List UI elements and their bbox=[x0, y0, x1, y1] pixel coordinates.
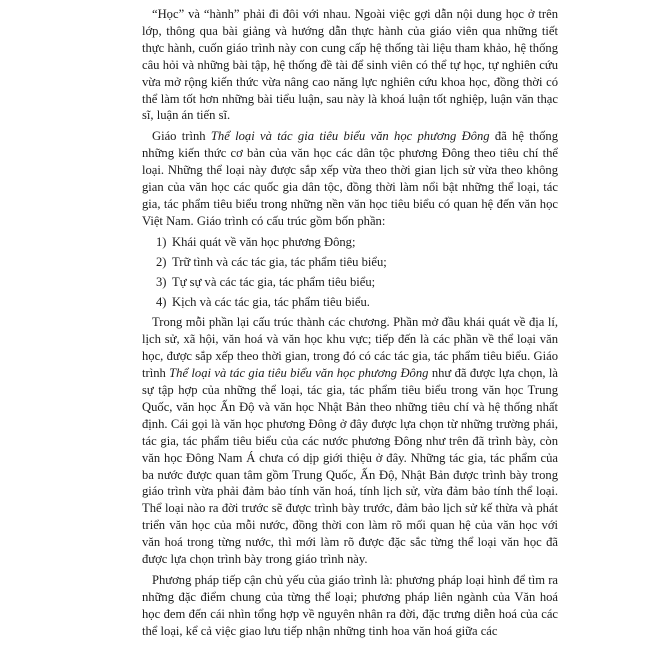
paragraph-cau-truc bbox=[142, 314, 558, 568]
structure-list bbox=[142, 234, 558, 311]
list-number: 4) bbox=[156, 294, 167, 309]
paragraph-text-a: Trong mỗi phần lại cấu trúc thành các chương. Phần mở đầu khái quát về địa lí, lịch sử, xã hội, văn hoá và văn học khu vực; tiếp đến là các phần về thể loại văn học, được sắp xếp theo thời gian, trong đó có các tác gia, tác phẩm tiêu biểu. Giáo trình bbox=[142, 315, 558, 381]
list-item bbox=[142, 274, 558, 291]
list-item bbox=[142, 254, 558, 271]
paragraph-text: “Học” và “hành” phải đi đôi với nhau. Ngoài việc gợi dẫn nội dung học ở trên lớp, thông qua bài giảng và hướng dẫn thực hành của giáo viên qua những tiết thực hành, cuốn giáo trình này con cung cấp hệ thống tài liệu tham khảo, hệ thống câu hỏi và những bài tập, hệ thống đề tài để sinh viên có thể tự học, tự nghiên cứu vừa mở rộng kiến thức vừa nâng cao năng lực nghiên cứu khoa học, đồng thời có thể làm tốt hơn những bài tiểu luận, sau này là khoá luận tốt nghiệp, luận văn thạc sĩ, luận án tiến sĩ. bbox=[142, 7, 558, 123]
list-item bbox=[142, 294, 558, 311]
paragraph-text-prefix: Giáo trình bbox=[152, 129, 211, 144]
list-text: Tự sự và các tác gia, tác phẩm tiêu biểu; bbox=[172, 274, 376, 289]
paragraph-text-b: như đã được lựa chọn, là sự tập hợp của những thể loại, tác gia, tác phẩm tiêu biểu trong văn học Trung Quốc, văn học Ấn Độ và văn học Nhật Bản theo những tiêu chí và hệ thống nhất định. Cái gọi là văn học phương Đông ở đây được lựa chọn từ những trường phái, tác gia, tác phẩm tiêu biểu của các nước phương Đông như trên đã trình bày, còn văn học Đông Nam Á chưa có dịp giới thiệu ở đây. Những tác gia, tác phẩm của ba nước được quan tâm gồm Trung Quốc, Ấn Độ, Nhật Bản được trình bày trong giáo trình vừa phải đảm bảo tính văn hoá, tính lịch sử, vừa đảm bảo tính thể loại. Thể loại nào ra đời trước sẽ được trình bày trước, đảm bảo lịch sử kế thừa và phát triển văn học của mỗi nước, đồng thời con làm rõ mối quan hệ của văn học với văn hoá trong từng nước, thì mới làm rõ được đặc sắc từng thể loại văn học đã được lựa chọn trình bày trong giáo trình này. bbox=[142, 366, 559, 567]
list-text: Kịch và các tác gia, tác phẩm tiêu biểu. bbox=[172, 294, 370, 309]
book-title: Thể loại và tác gia tiêu biểu văn học phương Đông bbox=[210, 129, 490, 144]
document-page bbox=[142, 6, 558, 644]
list-number: 1) bbox=[156, 234, 167, 249]
paragraph-hoc-hanh bbox=[142, 6, 558, 124]
list-text: Trữ tình và các tác gia, tác phẩm tiêu biểu; bbox=[172, 254, 387, 269]
paragraph-phuong-phap bbox=[142, 572, 558, 640]
book-title: Thể loại và tác gia tiêu biểu văn học phương Đông bbox=[169, 366, 429, 381]
list-number: 2) bbox=[156, 254, 167, 269]
list-item bbox=[142, 234, 558, 251]
paragraph-giao-trinh-intro bbox=[142, 128, 558, 229]
list-number: 3) bbox=[156, 274, 167, 289]
paragraph-text-rest: đã hệ thống những kiến thức cơ bản của văn học các dân tộc phương Đông theo tiêu chí thể loại. Những thể loại này được sắp xếp vừa theo thời gian lịch sử vừa theo không gian của văn học các quốc gia dân tộc, đồng thời làm nổi bật những thể loại, tác gia, tác phẩm tiêu biểu trong những nền văn học tiêu biểu có quan hệ đến văn học Việt Nam. Giáo trình có cấu trúc gồm bốn phần: bbox=[142, 129, 558, 228]
paragraph-text: Phương pháp tiếp cận chủ yếu của giáo trình là: phương pháp loại hình để tìm ra những đặc điểm chung của từng thể loại; phương pháp liên ngành của Văn hoá học đem đến cái nhìn tổng hợp về nguyên nhân ra đời, đặc trưng diễn hoá của các thể loại, kể cả việc giao lưu tiếp nhận những tinh hoa văn hoá giữa các bbox=[142, 573, 558, 638]
list-text: Khái quát về văn học phương Đông; bbox=[172, 234, 356, 249]
